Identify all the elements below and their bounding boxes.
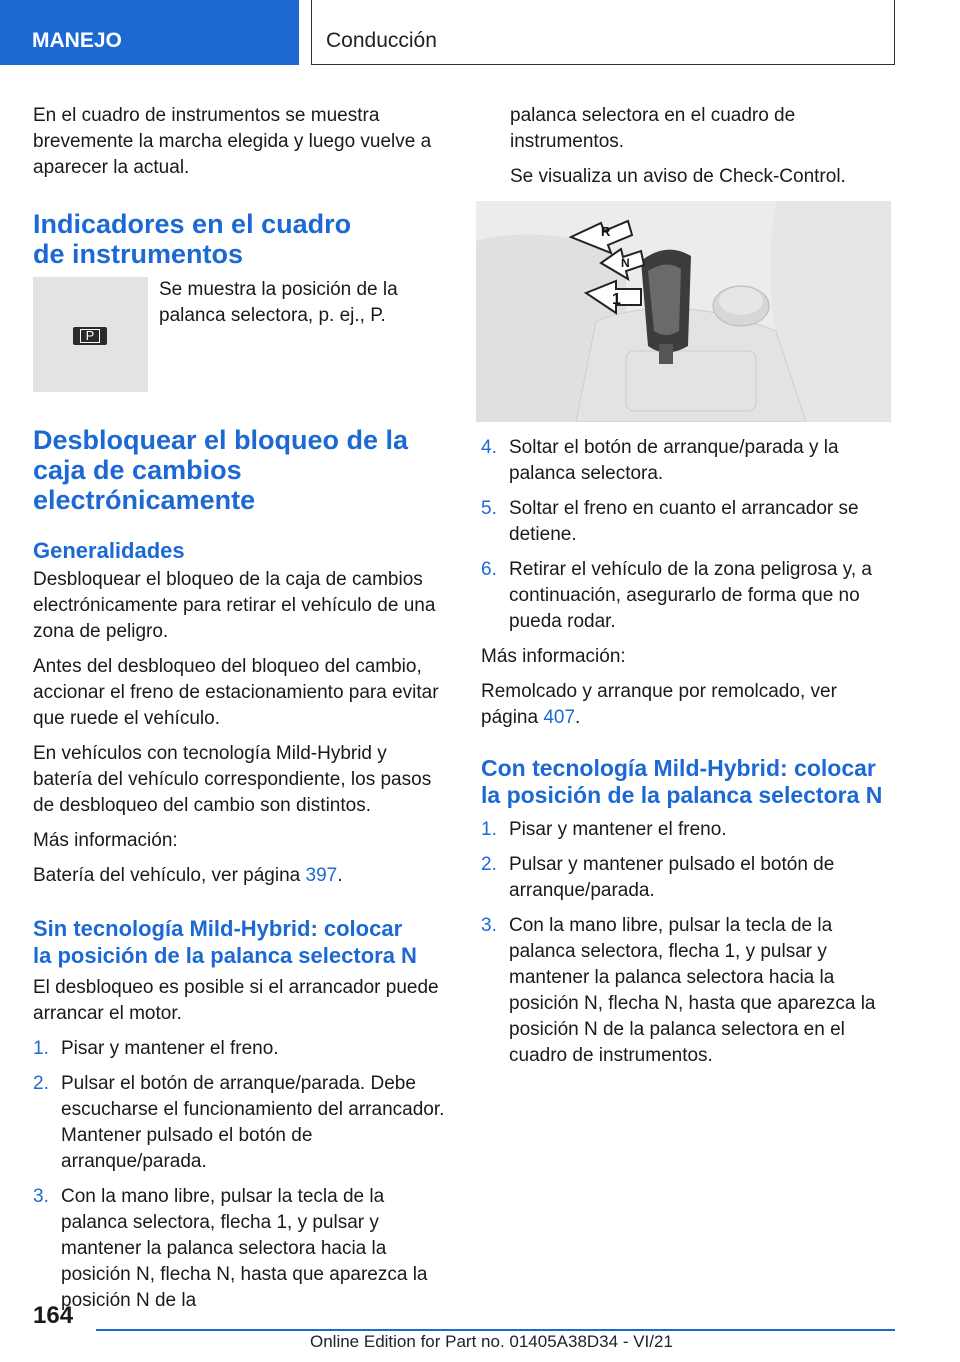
intro-paragraph: En el cuadro de instrumentos se muestra brevemente la marcha elegida y luego vuelve a aparecer la actual. (33, 105, 432, 178)
park-indicator-icon (73, 327, 107, 345)
heading-indicators-line2: de instrumentos (33, 239, 244, 269)
step-text: Retirar el vehículo de la zona peligrosa y, a continuación, asegurarlo de forma que no pueda rodar. (509, 559, 872, 632)
right-column-top (510, 103, 892, 199)
steps-list-right (481, 435, 893, 635)
step-text: Pulsar y mantener pulsado el botón de arranque/parada. (509, 854, 835, 901)
paragraph-1: Desbloquear el bloqueo de la caja de cambios electrónicamente para retirar el vehículo de una zona de peligro. (33, 569, 436, 642)
right-column-bottom (481, 435, 893, 1078)
list-item (481, 557, 893, 635)
list-item (33, 1036, 445, 1062)
list-item (33, 1071, 445, 1175)
list-item (33, 1184, 445, 1314)
footer-edition: Online Edition for Part no. 01405A38D34 - VI/21 (310, 1332, 673, 1351)
battery-reference: Batería del vehículo, ver página 397. (33, 865, 343, 886)
steps-list-mild-hybrid (481, 817, 893, 1069)
step-number: 3. (33, 1186, 49, 1207)
step-text: Soltar el freno en cuanto el arrancador se detiene. (509, 498, 859, 545)
tow-page-link[interactable]: 407 (543, 707, 576, 728)
battery-ref-text: Batería del vehículo, ver página (33, 865, 301, 886)
heading-unlock-line3: electrónicamente (33, 485, 256, 515)
step-text: Con la mano libre, pulsar la tecla de la palanca selectora, flecha 1, y pulsar y mantener la palanca selectora hacia la posición N, flecha N, hasta que aparezca la posición N de la (61, 1186, 428, 1311)
heading-indicators-line1: Indicadores en el cuadro (33, 209, 352, 239)
heading-mild-line1: Con tecnología Mild-Hybrid: colocar (481, 755, 876, 781)
battery-page-link[interactable]: 397 (305, 865, 338, 886)
step-number: 1. (33, 1038, 49, 1059)
list-item (481, 852, 893, 904)
step-text: Pisar y mantener el freno. (61, 1038, 279, 1059)
tow-reference: Remolcado y arranque por remolcado, ver página 407. (481, 681, 837, 728)
heading-mild-hybrid (481, 755, 893, 809)
step-number: 4. (481, 437, 497, 458)
more-info-label: Más información: (33, 830, 178, 851)
heading-no-mild-line1: Sin tecnología Mild-Hybrid: colocar (33, 916, 403, 941)
step-number: 2. (481, 854, 497, 875)
arrow-n-label: N (621, 256, 630, 270)
arrow-1-label: 1 (612, 291, 621, 308)
step-text: Con la mano libre, pulsar la tecla de la palanca selectora, flecha 1, y pulsar y mantener la palanca selectora hacia la posición N, flecha N, hasta que aparezca la posición N de la palanca selectora en el cuadro de instrumentos. (509, 915, 876, 1066)
step-number: 3. (481, 915, 497, 936)
park-indicator-label: P (80, 329, 101, 343)
left-column (33, 103, 445, 1323)
tow-ref-text: Remolcado y arranque por remolcado, ver página (481, 681, 837, 728)
list-item (481, 496, 893, 548)
indicator-block (33, 277, 445, 395)
step-text: Pulsar el botón de arranque/parada. Debe escucharse el funcionamiento del arrancador. Mantener pulsado el botón de arranque/parada. (61, 1073, 445, 1172)
arrow-r-label: R (601, 224, 611, 239)
step-text: Soltar el botón de arranque/parada y la palanca selectora. (509, 437, 839, 484)
gear-selector-illustration (476, 201, 891, 422)
step-number: 5. (481, 498, 497, 519)
heading-no-mild-line2: la posición de la palanca selectora N (33, 943, 417, 968)
heading-mild-line2: la posición de la palanca selectora N (481, 782, 883, 808)
paragraph-4: El desbloqueo es posible si el arrancador puede arrancar el motor. (33, 977, 439, 1024)
list-item (481, 435, 893, 487)
list-item (481, 913, 893, 1069)
gear-indicator-image (33, 277, 148, 392)
check-control-paragraph: Se visualiza un aviso de Check-Control. (510, 166, 846, 187)
step-number: 6. (481, 559, 497, 580)
paragraph-2: Antes del desbloqueo del bloqueo del cambio, accionar el freno de estacionamiento para evitar que ruede el vehículo. (33, 656, 439, 729)
heading-indicators (33, 209, 445, 269)
heading-unlock (33, 425, 445, 515)
heading-unlock-line1: Desbloquear el bloqueo de la (33, 425, 409, 455)
list-item (481, 817, 893, 843)
gear-selector-photo (476, 201, 891, 422)
step-number: 2. (33, 1073, 49, 1094)
step-number: 1. (481, 819, 497, 840)
paragraph-3: En vehículos con tecnología Mild-Hybrid y batería del vehículo correspondiente, los pasos de desbloqueo del cambio son distintos. (33, 743, 432, 816)
continued-paragraph: palanca selectora en el cuadro de instrumentos. (510, 105, 796, 152)
indicator-text: Se muestra la posición de la palanca selectora, p. ej., P. (159, 279, 398, 326)
steps-list-left (33, 1036, 445, 1314)
page-number: 164 (33, 1302, 74, 1329)
step-text: Pisar y mantener el freno. (509, 819, 727, 840)
more-info-label-right: Más información: (481, 646, 626, 667)
heading-general: Generalidades (33, 538, 185, 563)
footer-divider (96, 1329, 895, 1331)
chapter-title: Conducción (311, 0, 895, 65)
section-tab: MANEJO (0, 0, 299, 65)
heading-no-mild-hybrid (33, 915, 445, 969)
heading-unlock-line2: caja de cambios (33, 455, 242, 485)
